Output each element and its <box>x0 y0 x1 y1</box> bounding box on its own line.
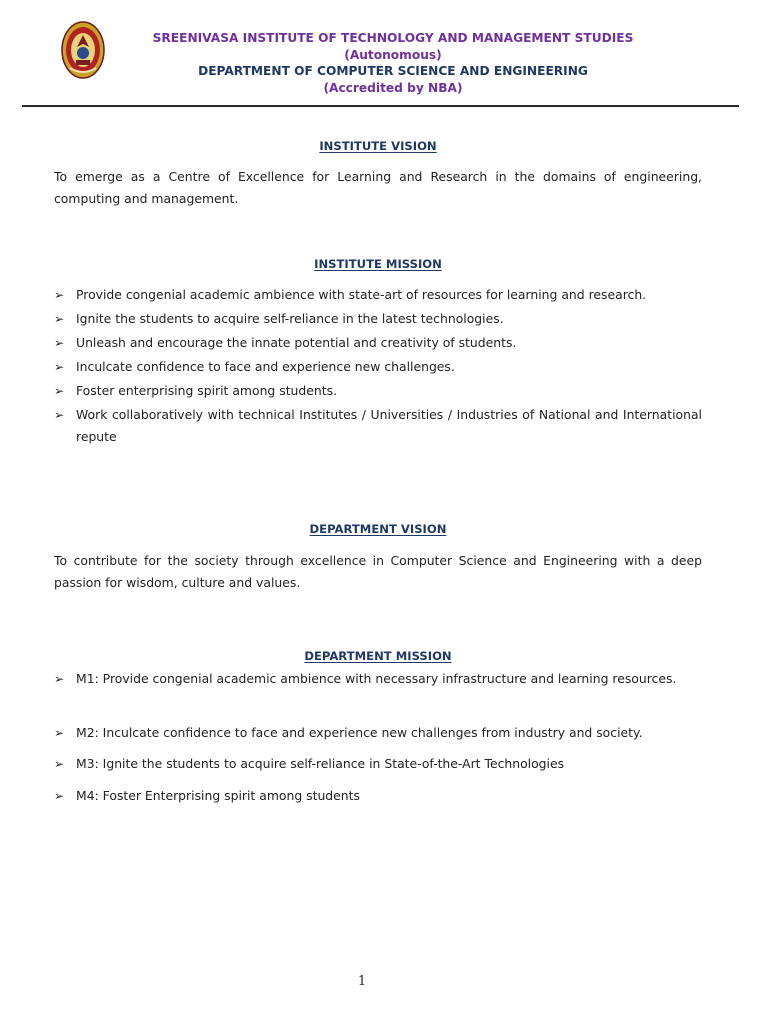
department-vision-text: To contribute for the society through excellence in Computer Science and Engineering with a deep passion for wisdom, culture and values. <box>54 553 702 590</box>
department-mission-heading: DEPARTMENT MISSION <box>304 649 452 663</box>
list-item <box>54 308 702 330</box>
list-item <box>54 668 702 690</box>
mission-item-text: M3: Ignite the students to acquire self-reliance in State-of-the-Art Technologies <box>76 756 565 771</box>
arrow-bullet-icon: ➢ <box>54 336 65 350</box>
institute-mission-heading: INSTITUTE MISSION <box>314 257 442 271</box>
mission-item-text: Ignite the students to acquire self-reliance in the latest technologies. <box>76 311 504 326</box>
mission-item-text: Unleash and encourage the innate potential and creativity of students. <box>76 335 517 350</box>
mission-item-text: M4: Foster Enterprising spirit among students <box>76 788 360 803</box>
list-item <box>54 404 702 448</box>
accreditation-label: (Accredited by NBA) <box>323 80 463 95</box>
department-vision-heading: DEPARTMENT VISION <box>309 522 447 536</box>
arrow-bullet-icon: ➢ <box>54 312 65 326</box>
page-number: 1 <box>357 974 367 989</box>
list-item <box>54 332 702 354</box>
list-item <box>54 284 702 306</box>
arrow-bullet-icon: ➢ <box>54 726 65 740</box>
list-item <box>54 722 702 744</box>
arrow-bullet-icon: ➢ <box>54 384 65 398</box>
arrow-bullet-icon: ➢ <box>54 672 65 686</box>
header-divider <box>22 105 739 107</box>
arrow-bullet-icon: ➢ <box>54 288 65 302</box>
list-item <box>54 785 702 807</box>
mission-item-text: Provide congenial academic ambience with state-art of resources for learning and research. <box>76 287 647 302</box>
list-item <box>54 753 702 775</box>
arrow-bullet-icon: ➢ <box>54 757 65 771</box>
arrow-bullet-icon: ➢ <box>54 408 65 422</box>
arrow-bullet-icon: ➢ <box>54 789 65 803</box>
institute-emblem-icon <box>60 20 106 80</box>
institute-vision-text: To emerge as a Centre of Excellence for Learning and Research in the domains of engineering, computing and management. <box>54 169 702 206</box>
list-item <box>54 380 702 402</box>
autonomous-label: (Autonomous) <box>344 47 442 62</box>
institute-vision-heading: INSTITUTE VISION <box>319 139 437 153</box>
document-header <box>0 0 768 108</box>
arrow-bullet-icon: ➢ <box>54 360 65 374</box>
mission-item-text: M2: Inculcate confidence to face and experience new challenges from industry and society. <box>76 725 643 740</box>
mission-item-text: Inculcate confidence to face and experience new challenges. <box>76 359 455 374</box>
mission-item-text: M1: Provide congenial academic ambience with necessary infrastructure and learning resources. <box>76 671 677 686</box>
mission-item-text: Foster enterprising spirit among students. <box>76 383 338 398</box>
list-item <box>54 356 702 378</box>
institute-name: SREENIVASA INSTITUTE OF TECHNOLOGY AND MANAGEMENT STUDIES <box>152 31 634 45</box>
department-name: DEPARTMENT OF COMPUTER SCIENCE AND ENGINEERING <box>198 64 588 79</box>
mission-item-text: Work collaboratively with technical Institutes / Universities / Industries of National and International repute <box>76 407 702 444</box>
